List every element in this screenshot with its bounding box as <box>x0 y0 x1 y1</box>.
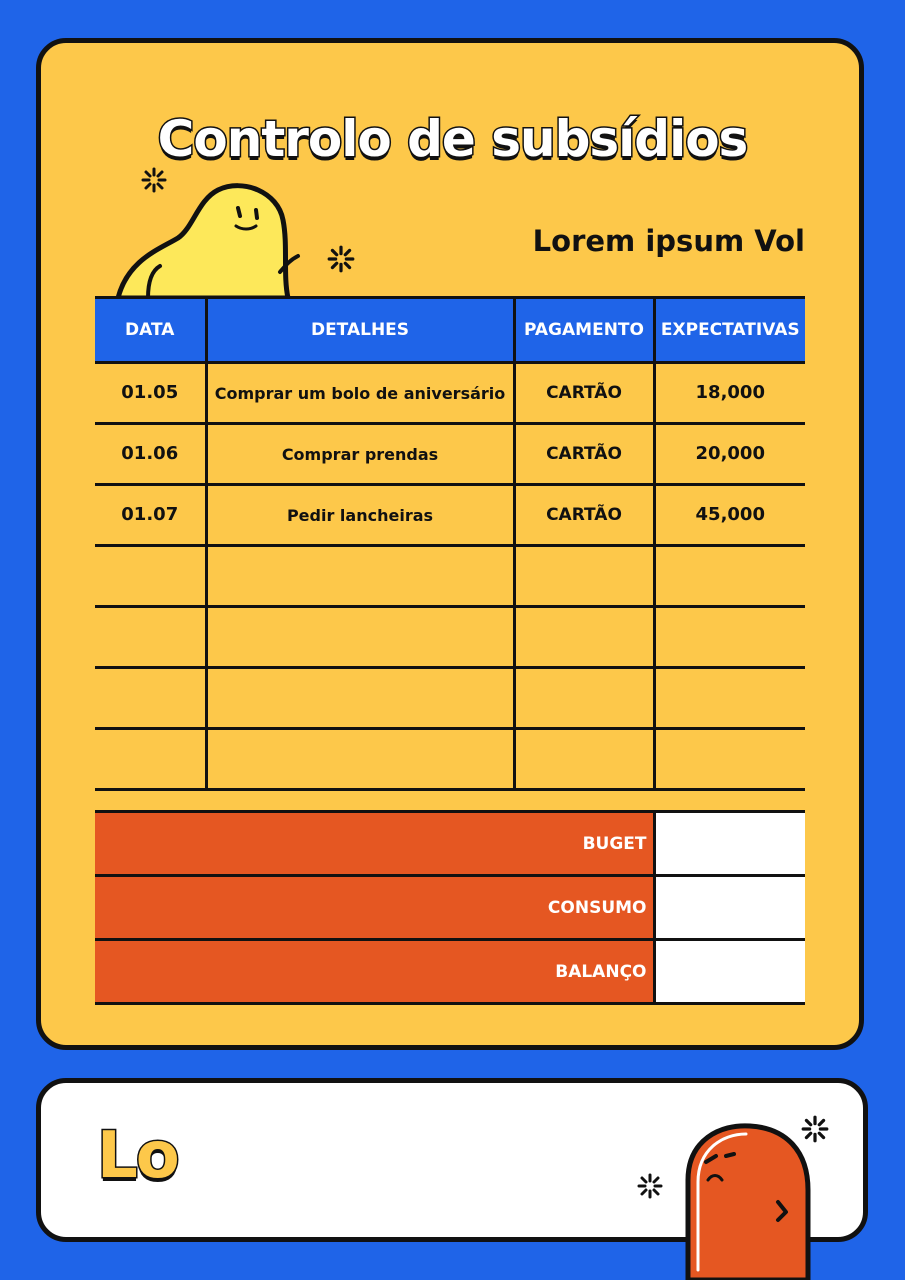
empty-cell <box>95 729 206 790</box>
table-row <box>95 485 805 546</box>
empty-cell <box>654 729 805 790</box>
empty-cell <box>654 668 805 729</box>
table-row-empty <box>95 546 805 607</box>
sparkle-icon <box>326 244 356 274</box>
empty-cell <box>95 546 206 607</box>
summary-row-consumption <box>95 876 805 940</box>
empty-cell <box>95 668 206 729</box>
budget-label: BUGET <box>95 812 654 876</box>
header-expectations: EXPECTATIVAS <box>654 298 805 363</box>
cell-payment: CARTÃO <box>514 485 654 546</box>
budget-value-field[interactable] <box>654 812 805 876</box>
mascot-top-icon <box>108 180 308 300</box>
header-date: DATA <box>95 298 206 363</box>
footer-text: Lo <box>97 1119 178 1193</box>
summary-table <box>95 810 805 1005</box>
table-row-empty <box>95 729 805 790</box>
empty-cell <box>514 668 654 729</box>
header-payment: PAGAMENTO <box>514 298 654 363</box>
table-row <box>95 363 805 424</box>
balance-value-field[interactable] <box>654 940 805 1004</box>
balance-label: BALANÇO <box>95 940 654 1004</box>
page-title: Controlo de subsídios <box>157 110 748 168</box>
empty-cell <box>654 607 805 668</box>
cell-expectation: 45,000 <box>654 485 805 546</box>
sparkle-icon <box>636 1172 664 1200</box>
empty-cell <box>206 607 514 668</box>
table-row-empty <box>95 607 805 668</box>
cell-date: 01.07 <box>95 485 206 546</box>
cell-payment: CARTÃO <box>514 424 654 485</box>
empty-cell <box>206 546 514 607</box>
table-row <box>95 424 805 485</box>
empty-cell <box>206 668 514 729</box>
empty-cell <box>654 546 805 607</box>
cell-payment: CARTÃO <box>514 363 654 424</box>
consumption-label: CONSUMO <box>95 876 654 940</box>
cell-date: 01.06 <box>95 424 206 485</box>
cell-detail: Comprar prendas <box>206 424 514 485</box>
header-details: DETALHES <box>206 298 514 363</box>
mascot-bottom-icon <box>680 1120 820 1280</box>
summary-row-budget <box>95 812 805 876</box>
cell-detail: Comprar um bolo de aniversário <box>206 363 514 424</box>
summary-row-balance <box>95 940 805 1004</box>
table-row-empty <box>95 668 805 729</box>
subsidy-table <box>95 296 805 791</box>
empty-cell <box>95 607 206 668</box>
empty-cell <box>514 729 654 790</box>
empty-cell <box>206 729 514 790</box>
cell-expectation: 20,000 <box>654 424 805 485</box>
consumption-value-field[interactable] <box>654 876 805 940</box>
table-header-row <box>95 298 805 363</box>
cell-date: 01.05 <box>95 363 206 424</box>
cell-expectation: 18,000 <box>654 363 805 424</box>
subtitle: Lorem ipsum Vol <box>532 224 805 258</box>
empty-cell <box>514 607 654 668</box>
cell-detail: Pedir lancheiras <box>206 485 514 546</box>
empty-cell <box>514 546 654 607</box>
